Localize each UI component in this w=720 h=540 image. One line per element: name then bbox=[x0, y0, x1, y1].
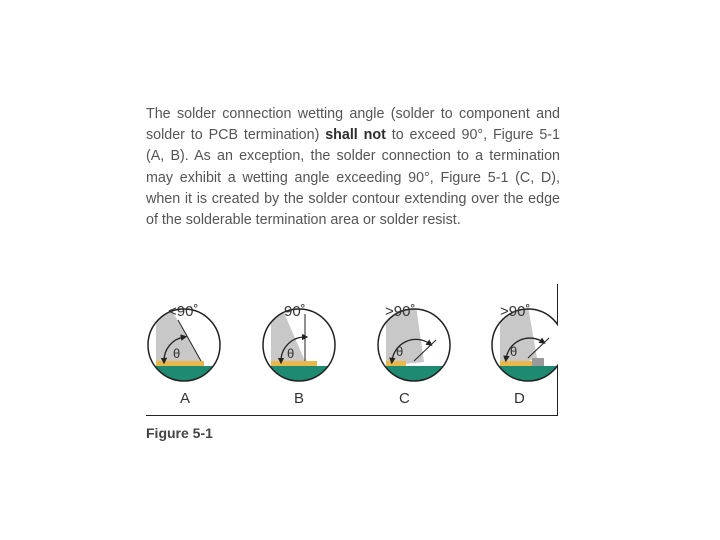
pad-d bbox=[500, 361, 532, 366]
theta-d: θ bbox=[510, 344, 518, 359]
paragraph-text-2: to exceed 90°, Figure 5-1 (A, B). As an exception, the solder connection to a termination may exhibit a wetting angle exceeding 90°, Figure 5-1 (C, D), when it is created by the solder contour extending over the edge of the solderable termination area or solder resist. bbox=[146, 127, 560, 229]
pad-c bbox=[386, 361, 406, 366]
wetting-angle-paragraph bbox=[146, 104, 560, 231]
pad-b bbox=[271, 361, 317, 366]
panel-a bbox=[146, 303, 226, 407]
theta-c: θ bbox=[396, 344, 404, 359]
panel-d bbox=[490, 303, 558, 407]
paragraph-text-1: The solder connection wetting angle (solder to component and solder to PCB termination) bbox=[146, 106, 560, 144]
theta-b: θ bbox=[287, 346, 295, 361]
letter-b: B bbox=[294, 390, 305, 407]
figure-caption: Figure 5-1 bbox=[146, 425, 213, 441]
angle-label-d: >90˚ bbox=[500, 303, 531, 320]
paragraph-emphasis: shall not bbox=[325, 127, 386, 144]
angle-label-b: 90˚ bbox=[284, 303, 306, 320]
angle-label-a: <90˚ bbox=[168, 303, 199, 320]
letter-a: A bbox=[180, 390, 191, 407]
letter-d: D bbox=[514, 390, 525, 407]
solder-resist-d bbox=[532, 358, 544, 366]
figure-5-1 bbox=[146, 284, 558, 416]
pad-a bbox=[156, 361, 204, 366]
panel-c bbox=[376, 303, 456, 407]
panel-b bbox=[261, 303, 341, 407]
letter-c: C bbox=[399, 390, 410, 407]
theta-a: θ bbox=[173, 346, 181, 361]
angle-label-c: >90˚ bbox=[385, 303, 416, 320]
